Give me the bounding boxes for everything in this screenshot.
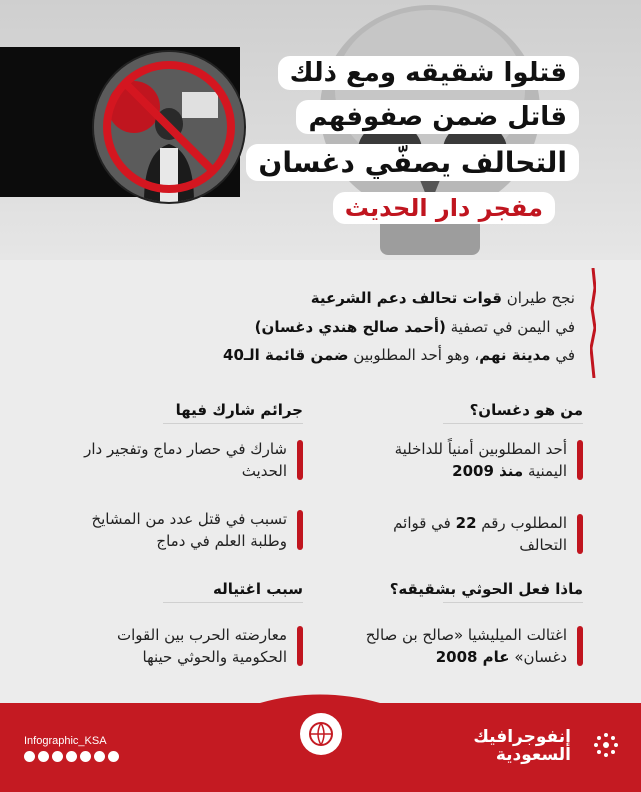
section-heading-text: ماذا فعل الحوثي بشقيقه؟ [389,580,583,598]
item-text: أحد المطلوبين أمنياً للداخلية اليمنية [394,440,567,480]
bullet-mark [577,626,583,666]
intro-line-3 [145,346,575,364]
intro-text: ، وهو أحد المطلوبين [348,346,480,364]
item-text: اغتالت الميليشيا «صالح بن صالح دغسان» [365,626,567,666]
bullet-mark [297,626,303,666]
section-heading-crimes [176,401,303,419]
red-brush-divider [590,268,596,378]
section-underline [163,602,303,603]
brand-name [473,728,571,764]
social-icons [24,751,119,762]
telegram-icon[interactable] [108,751,119,762]
headline-line-4: مفجر دار الحديث [333,192,555,224]
bullet-mark [577,514,583,554]
item-emphasis: عام 2008 [435,648,510,666]
who-item-1 [367,438,567,482]
twitter-icon[interactable] [24,751,35,762]
instagram-icon[interactable] [52,751,63,762]
cause-item-1 [67,624,287,668]
intro-line-1 [145,289,575,307]
section-underline [163,423,303,424]
snapchat-icon[interactable] [66,751,77,762]
brand-line-1: إنفوجرافيك [473,727,571,747]
section-heading-text: جرائم شارك فيها [175,401,303,419]
facebook-icon[interactable] [80,751,91,762]
brand-logo-icon [591,730,621,760]
youtube-icon[interactable] [38,751,49,762]
crimes-item-1 [67,438,287,482]
bullet-mark [297,510,303,550]
intro-emphasis: قوات تحالف دعم الشرعية [310,289,502,307]
brother-item-1 [347,624,567,668]
section-heading-cause [213,580,303,598]
headline-line-2: قاتل ضمن صفوفهم [296,100,579,134]
item-text: تسبب في قتل عدد من المشايخ وطلبة العلم في دماج [91,510,287,550]
item-emphasis: 22 [455,514,477,532]
intro-line-2 [145,318,575,336]
bullet-mark [577,440,583,480]
who-item-2 [367,512,567,556]
skull-image [300,0,560,270]
globe-seal-icon [300,713,342,755]
linkedin-icon[interactable] [94,751,105,762]
target-icon [94,52,244,202]
brand-line-2: السعودية [495,745,571,765]
social-handle[interactable]: Infographic_KSA [24,735,107,747]
headline-line-3: التحالف يصفّي دغسان [246,144,579,181]
section-heading-who [470,401,583,419]
bullet-mark [297,440,303,480]
intro-text: في اليمن في تصفية [445,318,575,336]
section-heading-text: من هو دغسان؟ [469,401,583,419]
item-text: معارضته الحرب بين القوات الحكومية والحوثي حينها [117,626,287,666]
headline-line-1: قتلوا شقيقه ومع ذلك [278,56,579,90]
section-underline [443,602,583,603]
section-heading-brother [390,580,583,598]
section-underline [443,423,583,424]
item-text: شارك في حصار دماج وتفجير دار الحديث [84,440,287,480]
intro-emphasis: مدينة نهم [479,346,551,364]
portrait-image [92,50,246,204]
crimes-item-2 [67,508,287,552]
intro-emphasis: ضمن قائمة الـ40 [223,346,349,364]
intro-text: في [550,346,575,364]
intro-emphasis: (أحمد صالح هندي دغسان) [254,318,446,336]
item-text: المطلوب رقم [476,514,567,532]
section-heading-text: سبب اغتياله [213,580,303,598]
item-emphasis: منذ 2009 [452,462,524,480]
intro-text: نجح طيران [501,289,575,307]
item-text: في قوائم التحالف [393,514,567,554]
